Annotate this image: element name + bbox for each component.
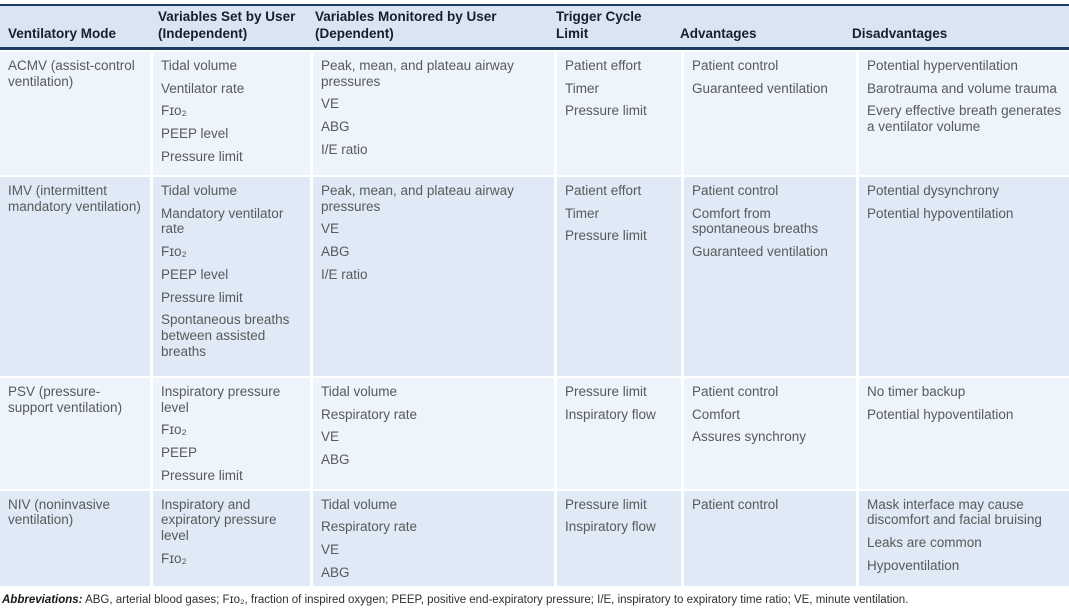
cell-item: Potential hyperventilation [867, 57, 1018, 73]
cell-item: PEEP [161, 445, 198, 461]
cell-item: Guaranteed ventilation [692, 244, 828, 260]
cell-item: Pressure limit [161, 467, 243, 483]
cell-item: Pressure limit [161, 148, 243, 164]
cell-item: Potential hypoventilation [867, 205, 1014, 221]
cell-item: Patient control [692, 496, 779, 512]
cell-item: Respiratory rate [321, 519, 418, 535]
cell-item: PEEP level [161, 266, 229, 282]
cell-item: Ventilator rate [161, 80, 245, 96]
cell-item: Pressure limit [565, 383, 647, 399]
table-row-psv [0, 378, 1069, 489]
cell-item: Fɪᴏ₂ [161, 103, 187, 119]
cell-advantages [684, 378, 856, 489]
cell-item: Potential dysynchrony [867, 182, 1000, 198]
cell-item: Mandatory ventilator rate [161, 205, 284, 237]
cell-item: Pressure limit [565, 228, 647, 244]
cell-item: VE [321, 542, 340, 558]
cell-item: ABG [321, 565, 350, 580]
cell-item: Peak, mean, and plateau airway pressures [321, 57, 514, 89]
cell-trigger-cycle-limit [557, 177, 681, 376]
cell-item: Tidal volume [321, 496, 398, 512]
cell-item: Tidal volume [161, 57, 238, 73]
cell-item: Inspiratory pressure level [161, 383, 281, 415]
cell-variables-set [153, 177, 310, 376]
mode-name: NIV (noninvasive ventilation) [8, 496, 111, 528]
cell-item: I/E ratio [321, 266, 368, 282]
cell-item: ABG [321, 452, 350, 468]
cell-item: Peak, mean, and plateau airway pressures [321, 182, 514, 214]
footnote-text: ABG, arterial blood gases; Fɪᴏ₂, fraction of inspired oxygen; PEEP, positive end-expiratory pressure; I/E, inspiratory to expiratory time ratio; VE, minute ventilation. [82, 593, 909, 606]
mode-name: ACMV (assist-control ventilation) [8, 57, 135, 89]
cell-variables-set [153, 52, 310, 175]
cell-mode [0, 52, 150, 175]
cell-item: Respiratory rate [321, 406, 418, 422]
cell-advantages [684, 177, 856, 376]
col-header-disadvantages: Disadvantages [852, 25, 948, 41]
ventilatory-modes-table [0, 4, 1069, 586]
cell-disadvantages [859, 378, 1069, 489]
cell-item: Barotrauma and volume trauma [867, 80, 1057, 96]
col-header-trigger-cycle-limit: Trigger Cycle Limit [556, 9, 642, 41]
cell-item: Guaranteed ventilation [692, 80, 828, 96]
cell-mode [0, 378, 150, 489]
abbreviations-footnote [0, 586, 1069, 608]
cell-item: Timer [565, 80, 599, 96]
cell-item: Pressure limit [565, 103, 647, 119]
cell-mode [0, 177, 150, 376]
cell-item: VE [321, 221, 340, 237]
cell-item: Every effective breath generates a ventilator volume [867, 103, 1062, 135]
cell-item: VE [321, 96, 340, 112]
col-header-variables-monitored: Variables Monitored by User (Dependent) [315, 9, 497, 41]
cell-item: Timer [565, 205, 599, 221]
mode-name: PSV (pressure-support ventilation) [8, 383, 123, 415]
table-header-row [0, 6, 1069, 50]
cell-advantages [684, 52, 856, 175]
cell-item: Patient effort [565, 57, 642, 73]
table-row-imv [0, 177, 1069, 376]
cell-item: No timer backup [867, 383, 966, 399]
table-row-acmv [0, 52, 1069, 175]
cell-item: Tidal volume [161, 182, 238, 198]
cell-variables-monitored [313, 177, 554, 376]
table-row-niv [0, 491, 1069, 586]
footnote-label: Abbreviations: [2, 593, 83, 606]
cell-variables-monitored [313, 52, 554, 175]
mode-name: IMV (intermittent mandatory ventilation) [8, 182, 141, 214]
cell-disadvantages [859, 177, 1069, 376]
cell-item: Patient control [692, 383, 779, 399]
cell-item: Assures synchrony [692, 429, 807, 445]
cell-item: Fɪᴏ₂ [161, 244, 187, 260]
col-header-ventilatory-mode: Ventilatory Mode [8, 25, 117, 41]
cell-item: Comfort from spontaneous breaths [692, 205, 819, 237]
col-header-variables-set: Variables Set by User (Independent) [158, 9, 296, 41]
cell-variables-monitored [313, 378, 554, 489]
cell-item: Inspiratory flow [565, 406, 656, 422]
cell-item: Patient effort [565, 182, 642, 198]
cell-item: Inspiratory flow [565, 519, 656, 535]
cell-item: Inspiratory and expiratory pressure level [161, 496, 277, 544]
cell-item: ABG [321, 119, 350, 135]
col-header-advantages: Advantages [680, 25, 757, 41]
cell-item: Patient control [692, 57, 779, 73]
cell-variables-monitored [313, 491, 554, 586]
cell-item: Pressure limit [565, 496, 647, 512]
cell-variables-set [153, 491, 310, 586]
cell-trigger-cycle-limit [557, 378, 681, 489]
cell-item: Mask interface may cause discomfort and facial bruising [867, 496, 1042, 528]
cell-advantages [684, 491, 856, 586]
cell-item: Fɪᴏ₂ [161, 422, 187, 438]
cell-item: I/E ratio [321, 141, 368, 157]
cell-disadvantages [859, 52, 1069, 175]
cell-item: Potential hypoventilation [867, 406, 1014, 422]
cell-item: Pressure limit [161, 289, 243, 305]
cell-disadvantages [859, 491, 1069, 586]
cell-item: Hypoventilation [867, 558, 960, 573]
cell-item: Comfort [692, 406, 741, 422]
textbook-table-page [0, 4, 1069, 606]
cell-item: VE [321, 429, 340, 445]
cell-item: Spontaneous breaths between assisted breaths [161, 312, 290, 359]
cell-item: ABG [321, 244, 350, 260]
cell-item: Patient control [692, 182, 779, 198]
cell-item: Fɪᴏ₂ [161, 551, 187, 566]
cell-item: PEEP level [161, 126, 229, 142]
cell-mode [0, 491, 150, 586]
cell-item: Tidal volume [321, 383, 398, 399]
cell-trigger-cycle-limit [557, 491, 681, 586]
cell-item: Leaks are common [867, 535, 982, 551]
cell-trigger-cycle-limit [557, 52, 681, 175]
cell-variables-set [153, 378, 310, 489]
